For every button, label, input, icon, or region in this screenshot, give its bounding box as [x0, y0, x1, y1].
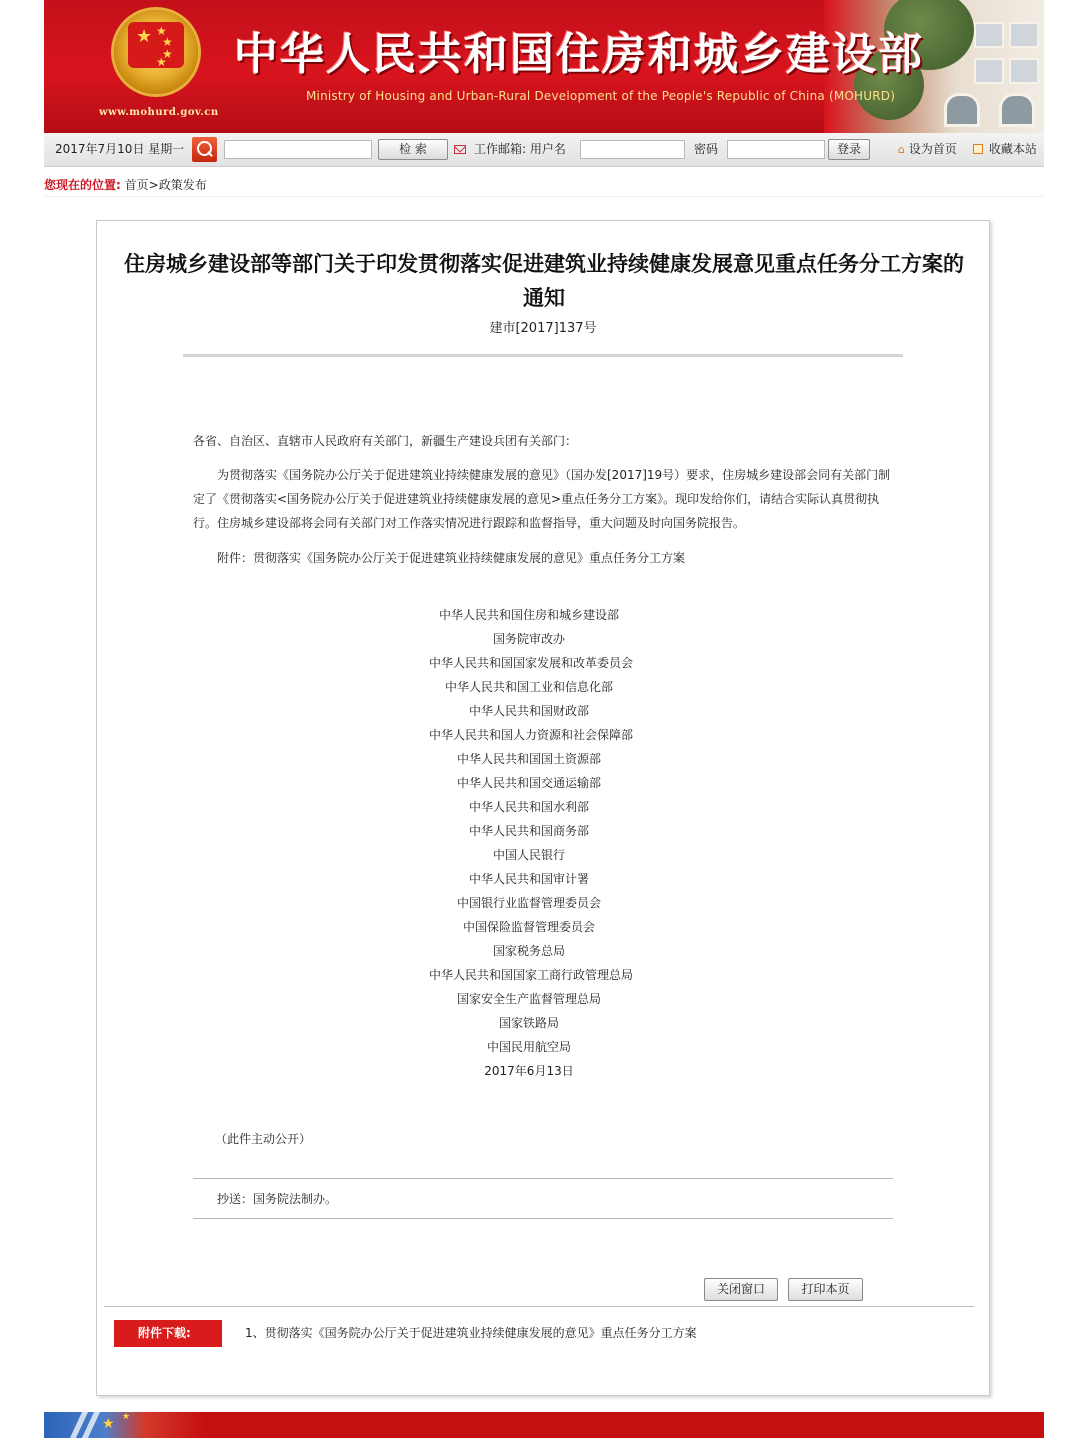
site-url: www.mohurd.gov.cn: [99, 107, 219, 118]
star-icon: ★: [102, 1416, 115, 1432]
breadcrumb-label: 您现在的位置:: [44, 178, 121, 192]
title-divider: [183, 354, 903, 357]
body-paragraph: 为贯彻落实《国务院办公厅关于促进建筑业持续健康发展的意见》（国办发[2017]19号）要求，住房城乡建设部会同有关部门制定了《贯彻落实<国务院办公厅关于促进建筑业持续健康发展的意见>重点任务分工方案》。现印发给你们，请结合实际认真贯彻执行。住房城乡建设部将会同有关部门对工作落实情况进行跟踪和监督指导，重大问题及时向国务院报告。: [193, 468, 891, 530]
attachment-divider: [104, 1306, 974, 1307]
signer-item: 中华人民共和国水利部: [468, 800, 589, 814]
signer-item: 中国保险监督管理委员会: [462, 920, 595, 934]
signer-item: 国务院审改办: [492, 632, 565, 646]
bookmark-icon: [973, 144, 983, 154]
document-date: 2017年6月13日: [484, 1064, 574, 1078]
site-banner: [44, 0, 1044, 133]
ministry-title: 中华人民共和国住房和城乡建设部: [234, 29, 924, 80]
signer-item: 中华人民共和国人力资源和社会保障部: [429, 728, 634, 742]
signer-item: 中国民用航空局: [486, 1040, 571, 1054]
ministry-subtitle: Ministry of Housing and Urban-Rural Development of the People's Republic of China (MOHURD): [306, 89, 896, 103]
breadcrumb-path[interactable]: 首页>政策发布: [124, 178, 207, 192]
bookmark-label: 收藏本站: [988, 142, 1037, 156]
document-number: 建市[2017]137号: [489, 321, 597, 336]
close-window-button[interactable]: 关闭窗口: [704, 1278, 778, 1301]
document-panel: [96, 220, 990, 1396]
salutation: 各省、自治区、直辖市人民政府有关部门，新疆生产建设兵团有关部门：: [193, 434, 578, 448]
search-button[interactable]: 检 索: [378, 139, 448, 160]
signer-item: 中华人民共和国国土资源部: [456, 752, 601, 766]
search-input[interactable]: [224, 140, 372, 159]
document-title: 住房城乡建设部等部门关于印发贯彻落实促进建筑业持续健康发展意见重点任务分工方案的通知: [124, 251, 964, 310]
signer-item: 中华人民共和国交通运输部: [456, 776, 601, 790]
attachment-link[interactable]: 1、贯彻落实《国务院办公厅关于促进建筑业持续健康发展的意见》重点任务分工方案: [245, 1326, 697, 1340]
attachment-note: 附件：贯彻落实《国务院办公厅关于促进建筑业持续健康发展的意见》重点任务分工方案: [217, 551, 686, 565]
signer-item: 国家税务总局: [492, 944, 565, 958]
cc-top-rule: [193, 1178, 893, 1179]
home-icon: ⌂: [898, 143, 905, 156]
bookmark-link[interactable]: [973, 133, 1037, 166]
star-icon: ★: [122, 1412, 131, 1422]
login-button[interactable]: 登录: [828, 139, 870, 160]
signer-item: 中华人民共和国商务部: [468, 824, 589, 838]
password-label: 密码: [694, 142, 719, 156]
signer-item: 中国人民银行: [492, 848, 565, 862]
top-toolbar: [44, 133, 1044, 167]
signer-item: 中华人民共和国审计署: [468, 872, 589, 886]
attachment-download-label: 附件下载:: [114, 1320, 222, 1347]
signer-item: 中华人民共和国工业和信息化部: [444, 680, 613, 694]
set-home-label: 设为首页: [908, 142, 957, 156]
breadcrumb: [44, 166, 1044, 197]
search-icon[interactable]: [192, 137, 217, 162]
signer-item: 国家安全生产监督管理总局: [456, 992, 601, 1006]
mail-username-label: 工作邮箱: 用户名: [474, 142, 566, 156]
password-input[interactable]: [727, 140, 825, 159]
cc-bottom-rule: [193, 1218, 893, 1219]
signer-item: 中华人民共和国住房和城乡建设部: [438, 608, 619, 622]
signer-item: 中华人民共和国国家发展和改革委员会: [429, 656, 634, 670]
set-home-link[interactable]: [898, 133, 957, 166]
signer-item: 中华人民共和国国家工商行政管理总局: [429, 968, 634, 982]
signer-item: 国家铁路局: [498, 1016, 559, 1030]
national-emblem-icon: ★ ★ ★ ★ ★: [114, 10, 198, 94]
print-page-button[interactable]: 打印本页: [788, 1278, 863, 1301]
cc-line: 抄送：国务院法制办。: [217, 1192, 338, 1206]
footer-banner: [44, 1412, 1044, 1438]
public-note: （此件主动公开）: [215, 1132, 312, 1146]
username-input[interactable]: [580, 140, 685, 159]
current-date: 2017年7月10日 星期一: [55, 142, 185, 156]
mail-icon: [454, 145, 466, 154]
signer-item: 中华人民共和国财政部: [468, 704, 589, 718]
signer-item: 中国银行业监督管理委员会: [456, 896, 601, 910]
